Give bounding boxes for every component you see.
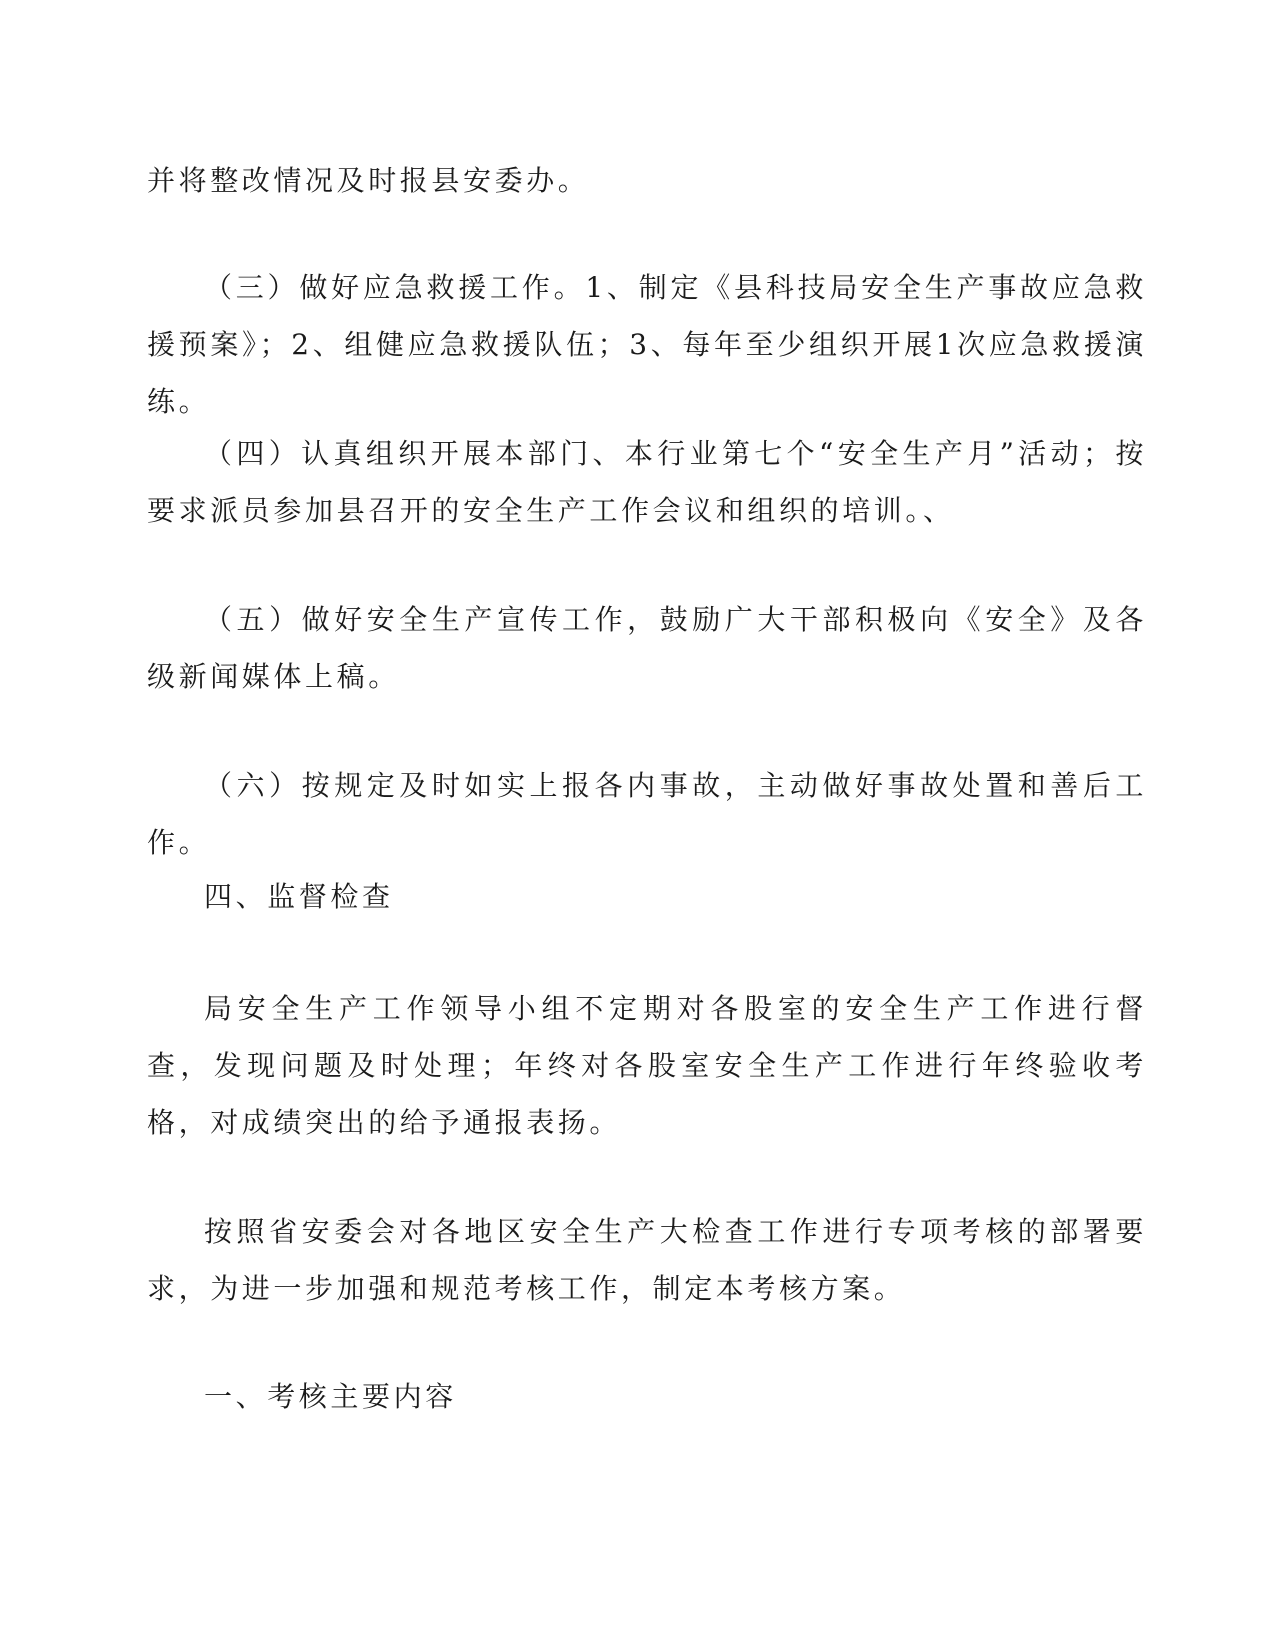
paragraph-inspection: 局安全生产工作领导小组不定期对各股室的安全生产工作进行督查，发现问题及时处理；年终对各股室安全生产工作进行年终验收考格，对成绩突出的给予通报表扬。 xyxy=(147,992,1147,1139)
section-heading-assessment-content: 一、考核主要内容 xyxy=(204,1380,457,1413)
paragraph-continuation: 并将整改情况及时报县安委办。 xyxy=(147,164,590,197)
section-heading-supervision: 四、监督检查 xyxy=(204,880,394,913)
paragraph-safety-month: （四）认真组织开展本部门、本行业第七个“安全生产月”活动；按要求派员参加县召开的安全生产工作会议和组织的培训。、 xyxy=(147,437,1147,527)
paragraph-publicity: （五）做好安全生产宣传工作，鼓励广大干部积极向《安全》及各级新闻媒体上稿。 xyxy=(147,603,1147,693)
paragraph-emergency-rescue: （三）做好应急救援工作。1、制定《县科技局安全生产事故应急救援预案》；2、组健应急救援队伍；3、每年至少组织开展1次应急救援演练。 xyxy=(147,271,1147,418)
paragraph-accident-report: （六）按规定及时如实上报各内事故，主动做好事故处置和善后工作。 xyxy=(147,769,1147,859)
paragraph-assessment-plan: 按照省安委会对各地区安全生产大检查工作进行专项考核的部署要求，为进一步加强和规范考核工作，制定本考核方案。 xyxy=(147,1215,1147,1305)
